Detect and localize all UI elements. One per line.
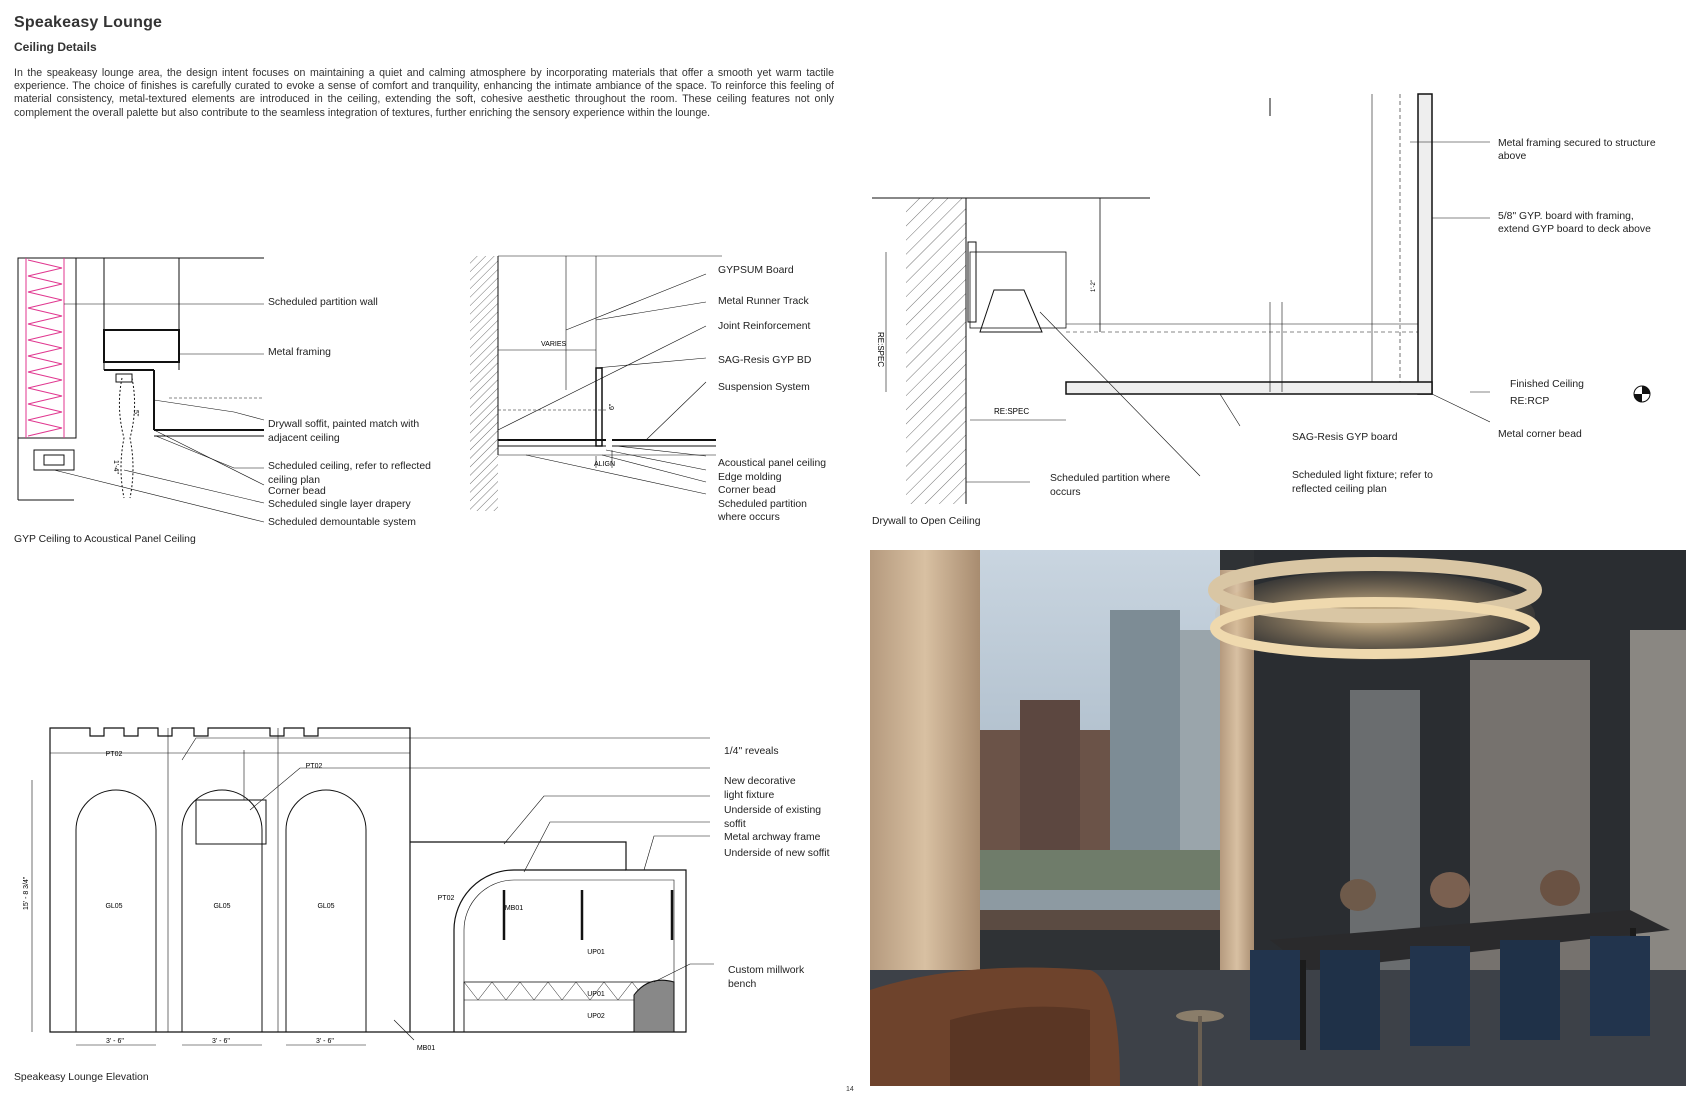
- detail-3-drawing: [870, 92, 1490, 512]
- label-underside-new-soffit: Underside of new soffit: [724, 848, 830, 859]
- label-drywall-soffit: Drywall soffit, painted match with: [268, 419, 420, 430]
- page-number: 14: [846, 1086, 854, 1093]
- label-scheduled-partition: Scheduled partition: [718, 499, 807, 510]
- finished-ceiling-target-icon: [1632, 384, 1652, 404]
- detail-2-drawing: [466, 250, 722, 530]
- tag-pt02-3: PT02: [437, 895, 455, 902]
- tag-gl05-2: GL05: [213, 903, 231, 910]
- label-light-fixture: light fixture: [724, 790, 775, 801]
- lounge-photo: [870, 550, 1686, 1086]
- tag-mb01-1: MB01: [504, 905, 524, 912]
- page-subtitle: Ceiling Details: [14, 40, 97, 54]
- label-metal-framing-structure: Metal framing secured to structure: [1498, 138, 1656, 149]
- label-joint-reinforcement: Joint Reinforcement: [718, 321, 811, 332]
- elevation-drawing: [14, 720, 734, 1060]
- tag-pt02-2: PT02: [305, 763, 323, 770]
- label-above: above: [1498, 151, 1527, 162]
- label-bench: bench: [728, 979, 757, 990]
- label-scheduled-partition-where: Scheduled partition where: [1050, 473, 1171, 484]
- label-acoustical-panel-ceiling: Acoustical panel ceiling: [718, 458, 827, 469]
- label-occurs: occurs: [1050, 487, 1081, 498]
- label-metal-framing: Metal framing: [268, 347, 331, 358]
- tag-up01-1: UP01: [587, 949, 605, 956]
- dim-re-spec-horizontal: RE:SPEC: [994, 407, 1030, 416]
- tag-pt02-1: PT02: [105, 751, 123, 758]
- label-ceiling-plan: ceiling plan: [268, 475, 320, 486]
- label-reflected-ceiling-plan: reflected ceiling plan: [1292, 484, 1387, 495]
- tag-mb01-2: MB01: [416, 1045, 436, 1052]
- dim-1ft2in: 1'-2": [1091, 280, 1097, 292]
- caption-detail-1: GYP Ceiling to Acoustical Panel Ceiling: [14, 534, 196, 545]
- label-re-rcp: RE:RCP: [1510, 396, 1550, 407]
- dim-6in: 6": [609, 403, 616, 410]
- label-metal-corner-bead: Metal corner bead: [1498, 429, 1582, 440]
- caption-elevation: Speakeasy Lounge Elevation: [14, 1072, 149, 1083]
- label-drapery: Scheduled single layer drapery: [268, 499, 411, 510]
- detail-1-drawing: [14, 250, 284, 525]
- label-corner-bead-2: Corner bead: [718, 485, 776, 496]
- tag-up01-2: UP01: [587, 991, 605, 998]
- label-soffit: soffit: [724, 819, 746, 830]
- dim-arch-2: 3' - 6": [212, 1038, 230, 1045]
- label-metal-runner-track: Metal Runner Track: [718, 296, 809, 307]
- caption-detail-3: Drywall to Open Ceiling: [872, 516, 981, 527]
- label-sag-resis-gyp-bd: SAG-Resis GYP BD: [718, 355, 812, 366]
- label-finished-ceiling: Finished Ceiling: [1510, 379, 1584, 390]
- label-gypsum-board: GYPSUM Board: [718, 265, 794, 276]
- dim-5in: 5": [132, 410, 139, 417]
- dim-varies: VARIES: [541, 341, 567, 348]
- page-title: Speakeasy Lounge: [14, 14, 163, 31]
- intro-paragraph: In the speakeasy lounge area, the design intent focuses on maintaining a quiet and calming atmosphere by incorporating materials that offer a smooth yet warm tactile experience. The choice of finishes is carefully curated to evoke a sense of comfort and tranquility, enhancing the intimate ambiance of the space. To reinforce this feeling of material consistency, metal-textured elements are introduced in the ceiling, extending the soft, cohesive aesthetic throughout the room. These ceiling features not only complement the overall palette but also contribute to the seamless integration of textures, further enriching the sensory experience within the lounge.: [14, 67, 834, 119]
- label-demountable: Scheduled demountable system: [268, 517, 416, 528]
- label-suspension-system: Suspension System: [718, 382, 810, 393]
- tag-gl05-1: GL05: [105, 903, 123, 910]
- label-metal-archway-frame: Metal archway frame: [724, 832, 821, 843]
- insulation-pattern: [28, 260, 62, 436]
- dim-elevation-height: 15' - 8 3/4": [23, 876, 30, 910]
- label-scheduled-light-fixture: Scheduled light fixture; refer to: [1292, 470, 1433, 481]
- label-where-occurs: where occurs: [718, 512, 780, 523]
- label-sag-resis-gyp-board: SAG-Resis GYP board: [1292, 432, 1398, 443]
- label-scheduled-partition-wall: Scheduled partition wall: [268, 297, 378, 308]
- label-scheduled-ceiling: Scheduled ceiling, refer to reflected: [268, 461, 431, 472]
- tag-gl05-3: GL05: [317, 903, 335, 910]
- dim-align: ALIGN: [594, 461, 616, 468]
- dim-arch-1: 3' - 6": [106, 1038, 124, 1045]
- tag-up02: UP02: [587, 1013, 605, 1020]
- label-adjacent-ceiling: adjacent ceiling: [268, 433, 340, 444]
- label-new-decorative: New decorative: [724, 776, 796, 787]
- dim-arch-3: 3' - 6": [316, 1038, 334, 1045]
- dim-1ft4in: 1'-4": [112, 460, 119, 474]
- label-edge-molding: Edge molding: [718, 472, 782, 483]
- label-underside-existing: Underside of existing: [724, 805, 822, 816]
- label-custom-millwork: Custom millwork: [728, 965, 805, 976]
- label-corner-bead-1: Corner bead: [268, 486, 326, 497]
- dim-re-spec-vertical: RE:SPEC: [876, 332, 885, 368]
- label-gyp-board-framing: 5/8" GYP. board with framing,: [1498, 211, 1634, 222]
- label-extend-gyp-board: extend GYP board to deck above: [1498, 224, 1651, 235]
- label-reveals: 1/4" reveals: [724, 746, 779, 757]
